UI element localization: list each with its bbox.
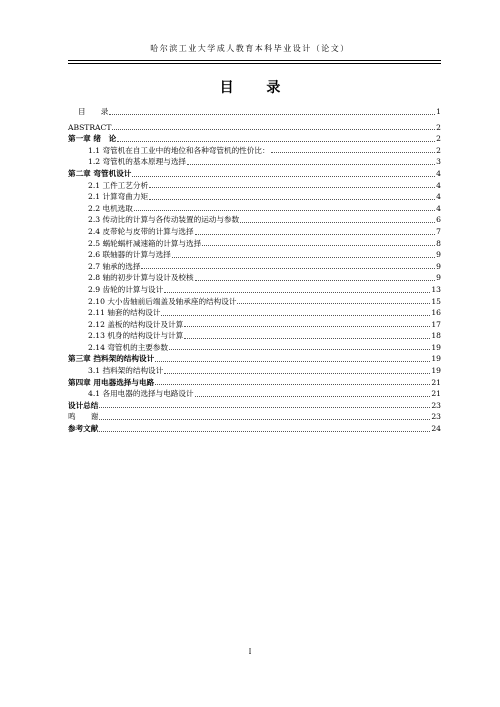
toc-entry-label: 2.5 蜗轮蜗杆减速箱的计算与选择	[88, 238, 202, 248]
toc-entry[interactable]	[68, 261, 441, 273]
toc-leader-dots	[202, 245, 435, 246]
toc-leader-dots	[99, 431, 430, 432]
toc-entry[interactable]	[68, 203, 441, 215]
toc-entry-label: 2.11 轴套的结构设计	[88, 308, 161, 318]
toc-leader-dots	[112, 129, 435, 130]
toc-entry-page: 2	[436, 134, 441, 144]
toc-leader-dots	[184, 338, 430, 339]
toc-entry-page: 19	[431, 366, 441, 376]
toc-entry-label: 2.1 计算弯曲力矩	[88, 192, 149, 202]
toc-entry-page: 4	[436, 180, 441, 190]
toc-leader-dots	[164, 292, 430, 293]
toc-entry[interactable]	[68, 319, 441, 331]
toc-entry-page: 9	[436, 250, 441, 260]
toc-entry-label: 第二章 弯管机设计	[68, 168, 132, 178]
toc-entry[interactable]	[68, 342, 441, 354]
toc-leader-dots	[195, 396, 431, 397]
toc-entry-label: 鸣 谢	[68, 412, 99, 422]
toc-leader-dots	[117, 141, 435, 142]
toc-entry-page: 21	[431, 377, 441, 387]
toc-entry-label: 第三章 挡料架的结构设计	[68, 354, 155, 364]
toc-entry-page: 3	[436, 157, 441, 167]
toc-entry[interactable]	[68, 214, 441, 226]
toc-entry-label: 2.10 大小齿轴前后端盖及轴承座的结构设计	[88, 296, 237, 306]
toc-entry-label: 1.2 弯管机的基本原理与选择	[88, 157, 187, 167]
toc-entry-label: 2.13 机身的结构设计与计算	[88, 331, 184, 341]
toc-entry-label: 2.14 弯管机的主要参数	[88, 342, 169, 352]
toc-leader-dots	[271, 152, 436, 153]
page-number: I	[248, 648, 252, 656]
toc-entry-label: 1.1 弯管机在自工业中的地位和各种弯管机的性价比：	[88, 145, 270, 155]
toc-entry-label: 2.4 皮带轮与皮带的计算与选择	[88, 226, 194, 236]
toc-entry[interactable]	[68, 272, 441, 284]
toc-leader-dots	[195, 234, 436, 235]
toc-entry-label: 第四章 用电器选择与电路	[68, 377, 155, 387]
toc-entry[interactable]	[68, 330, 441, 342]
toc-entry[interactable]	[68, 423, 441, 435]
toc-leader-dots	[155, 384, 430, 385]
toc-entry-page: 16	[431, 308, 441, 318]
toc-entry-label: 2.8 轴的初步计算与设计及校核	[88, 273, 194, 283]
toc-entry-label: 参考文献	[68, 424, 99, 434]
toc-entry-page: 23	[431, 412, 441, 422]
toc-entry-label: 2.9 齿轮的计算与设计	[88, 284, 164, 294]
toc-leader-dots	[164, 373, 430, 374]
header-rule-thick	[68, 60, 441, 61]
toc-leader-dots	[240, 222, 435, 223]
toc-entry-page: 19	[431, 354, 441, 364]
toc-entry-label: 2.2 电机选取	[88, 203, 133, 213]
toc-entry-label: 2.3 传动比的计算与各传动装置的运动与参数	[88, 215, 240, 225]
toc-leader-dots	[99, 419, 430, 420]
toc-leader-dots	[134, 210, 435, 211]
toc-entry[interactable]	[68, 122, 441, 134]
toc-entry-page: 23	[431, 400, 441, 410]
toc-entry[interactable]	[68, 133, 441, 145]
toc-entry[interactable]	[68, 377, 441, 389]
toc-entry[interactable]	[68, 411, 441, 423]
toc-entry-label: 2.1 工件工艺分析	[88, 180, 149, 190]
toc-entry[interactable]	[68, 365, 441, 377]
toc-leader-dots	[149, 187, 435, 188]
toc-leader-dots	[149, 199, 435, 200]
toc-entry[interactable]	[68, 400, 441, 412]
toc-entry-page: 6	[436, 215, 441, 225]
toc-leader-dots	[161, 315, 430, 316]
toc-entry[interactable]	[68, 106, 441, 118]
toc-entry-label: ABSTRACT	[68, 122, 112, 132]
toc-entry-page: 17	[431, 319, 441, 329]
toc-entry[interactable]	[68, 226, 441, 238]
toc-leader-dots	[132, 176, 435, 177]
toc-entry-page: 9	[436, 261, 441, 271]
toc-entry[interactable]	[68, 284, 441, 296]
toc-entry-page: 2	[436, 122, 441, 132]
toc-entry[interactable]	[68, 238, 441, 250]
toc-leader-dots	[109, 114, 435, 115]
running-header: 哈尔滨工业大学成人教育本科毕业设计（论文）	[150, 44, 350, 53]
toc-entry-label: 2.6 联轴器的计算与选择	[88, 250, 171, 260]
toc-entry-page: 19	[431, 342, 441, 352]
toc-entry-label: 目 录	[78, 107, 109, 116]
toc-entry[interactable]	[68, 145, 441, 157]
toc-entry[interactable]	[68, 249, 441, 261]
toc-leader-dots	[237, 303, 430, 304]
toc-entry[interactable]	[68, 156, 441, 168]
toc-entry-page: 18	[431, 331, 441, 341]
toc-entry-label: 4.1 各用电器的选择与电路设计	[88, 389, 194, 399]
toc-entry-label: 设计总结	[68, 400, 99, 410]
toc-leader-dots	[195, 280, 436, 281]
toc-entry-page: 4	[436, 203, 441, 213]
toc-entry[interactable]	[68, 353, 441, 365]
toc-leader-dots	[141, 268, 435, 269]
table-of-contents	[68, 106, 441, 435]
toc-entry[interactable]	[68, 168, 441, 180]
toc-entry[interactable]	[68, 191, 441, 203]
toc-entry-label: 第一章 绪 论	[68, 134, 117, 144]
toc-entry-page: 13	[431, 284, 441, 294]
toc-entry[interactable]	[68, 388, 441, 400]
toc-entry-label: 2.12 盖板的结构设计及计算	[88, 319, 184, 329]
toc-entry-page: 24	[431, 424, 441, 434]
toc-entry-page: 1	[436, 107, 441, 116]
toc-entry-label: 3.1 挡料架的结构设计	[88, 366, 164, 376]
toc-entry[interactable]	[68, 307, 441, 319]
toc-entry[interactable]	[68, 296, 441, 308]
toc-leader-dots	[169, 349, 430, 350]
page-title: 目 录	[219, 80, 295, 96]
toc-leader-dots	[172, 257, 435, 258]
header-rule-thin	[68, 63, 441, 64]
toc-leader-dots	[184, 326, 430, 327]
toc-entry-page: 2	[436, 145, 441, 155]
toc-leader-dots	[155, 361, 430, 362]
toc-entry-page: 21	[431, 389, 441, 399]
toc-entry-page: 4	[436, 192, 441, 202]
toc-entry-page: 15	[431, 296, 441, 306]
toc-entry-page: 4	[436, 168, 441, 178]
toc-entry-page: 7	[436, 226, 441, 236]
toc-leader-dots	[99, 407, 430, 408]
toc-leader-dots	[187, 164, 435, 165]
toc-entry-label: 2.7 轴承的选择	[88, 261, 141, 271]
toc-entry-page: 9	[436, 273, 441, 283]
toc-entry[interactable]	[68, 180, 441, 192]
toc-entry-page: 8	[436, 238, 441, 248]
